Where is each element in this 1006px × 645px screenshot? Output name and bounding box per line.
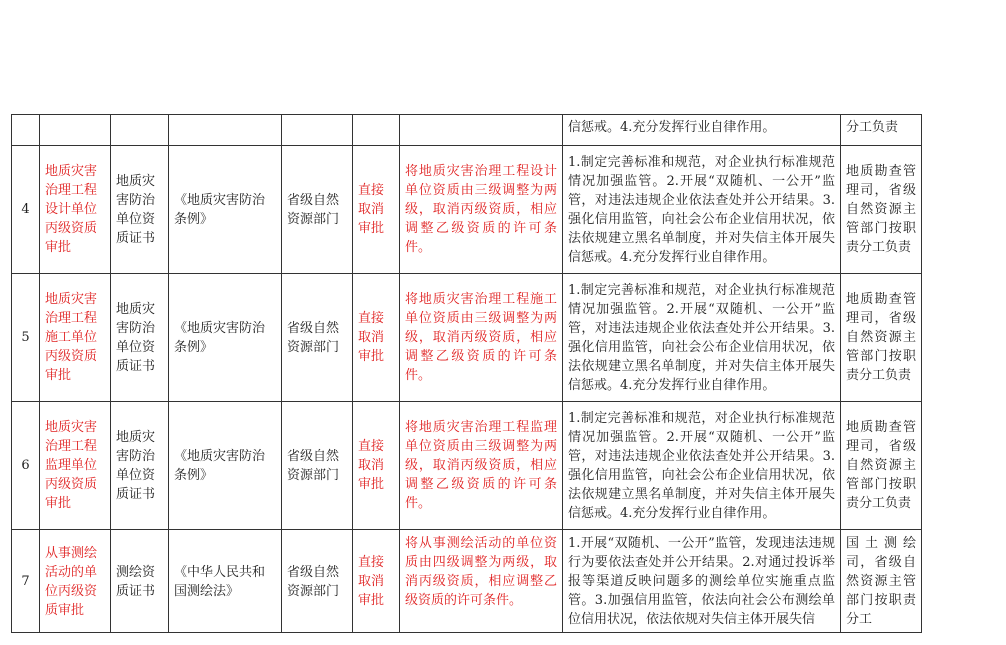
table-row — [12, 115, 922, 146]
basis-cell: 《地质灾害防治条例》 — [169, 146, 282, 274]
certificate-cell — [111, 115, 169, 146]
method-cell: 直接取消审批 — [353, 146, 400, 274]
no-cell: 4 — [12, 146, 40, 274]
item-cell: 地质灾害治理工程监理单位丙级资质审批 — [40, 402, 111, 530]
authority-cell: 省级自然资源部门 — [282, 146, 353, 274]
content-cell: 将地质灾害治理工程施工单位资质由三级调整为两级，取消丙级资质，相应调整乙级资质的许可条件。 — [400, 274, 563, 402]
item-cell — [40, 115, 111, 146]
no-cell: 7 — [12, 530, 40, 633]
measures-cell: 1.制定完善标准和规范，对企业执行标准规范情况加强监管。2.开展“双随机、一公开”监管，对违法违规企业依法查处并公开结果。3.强化信用监管，向社会公布企业信用状况，依法依规建立黑名单制度，并对失信主体开展失信惩戒。4.充分发挥行业自律作用。 — [563, 274, 841, 402]
content-cell: 将地质灾害治理工程设计单位资质由三级调整为两级，取消丙级资质，相应调整乙级资质的许可条件。 — [400, 146, 563, 274]
basis-cell: 《中华人民共和国测绘法》 — [169, 530, 282, 633]
table-row — [12, 530, 922, 633]
certificate-cell: 地质灾害防治单位资质证书 — [111, 274, 169, 402]
authority-cell: 省级自然资源部门 — [282, 402, 353, 530]
certificate-cell: 地质灾害防治单位资质证书 — [111, 146, 169, 274]
item-cell: 地质灾害治理工程设计单位丙级资质审批 — [40, 146, 111, 274]
basis-cell — [169, 115, 282, 146]
measures-cell: 1.制定完善标准和规范，对企业执行标准规范情况加强监管。2.开展“双随机、一公开”监管，对违法违规企业依法查处并公开结果。3.强化信用监管，向社会公布企业信用状况，依法依规建立黑名单制度，并对失信主体开展失信惩戒。4.充分发挥行业自律作用。 — [563, 402, 841, 530]
measures-cell: 1.开展“双随机、一公开”监管，发现违法违规行为要依法查处并公开结果。2.对通过投诉举报等渠道反映问题多的测绘单位实施重点监管。3.加强信用监管，依法向社会公布测绘单位信用状况，依法依规对失信主体开展失信 — [563, 530, 841, 633]
basis-cell: 《地质灾害防治条例》 — [169, 402, 282, 530]
authority-cell: 省级自然资源部门 — [282, 274, 353, 402]
certificate-cell: 测绘资质证书 — [111, 530, 169, 633]
no-cell: 6 — [12, 402, 40, 530]
measures-cell: 1.制定完善标准和规范，对企业执行标准规范情况加强监管。2.开展“双随机、一公开”监管，对违法违规企业依法查处并公开结果。3.强化信用监管，向社会公布企业信用状况，依法依规建立黑名单制度，并对失信主体开展失信惩戒。4.充分发挥行业自律作用。 — [563, 146, 841, 274]
responsible-cell: 国土测绘司，省级自然资源主管部门按职责分工 — [841, 530, 922, 633]
table-row — [12, 274, 922, 402]
responsible-cell: 地质勘查管理司，省级自然资源主管部门按职责分工负责 — [841, 402, 922, 530]
responsible-cell: 分工负责 — [841, 115, 922, 146]
method-cell: 直接取消审批 — [353, 402, 400, 530]
authority-cell: 省级自然资源部门 — [282, 530, 353, 633]
item-cell: 从事测绘活动的单位丙级资质审批 — [40, 530, 111, 633]
responsible-cell: 地质勘查管理司，省级自然资源主管部门按职责分工负责 — [841, 146, 922, 274]
item-cell: 地质灾害治理工程施工单位丙级资质审批 — [40, 274, 111, 402]
no-cell: 5 — [12, 274, 40, 402]
certificate-cell: 地质灾害防治单位资质证书 — [111, 402, 169, 530]
basis-cell: 《地质灾害防治条例》 — [169, 274, 282, 402]
table-row — [12, 146, 922, 274]
no-cell — [12, 115, 40, 146]
content-cell: 将从事测绘活动的单位资质由四级调整为两级，取消丙级资质，相应调整乙级资质的许可条件。 — [400, 530, 563, 633]
measures-cell: 信惩戒。4.充分发挥行业自律作用。 — [563, 115, 841, 146]
table-row — [12, 402, 922, 530]
method-cell: 直接取消审批 — [353, 274, 400, 402]
method-cell: 直接取消审批 — [353, 530, 400, 633]
content-cell: 将地质灾害治理工程监理单位资质由三级调整为两级，取消丙级资质，相应调整乙级资质的许可条件。 — [400, 402, 563, 530]
responsible-cell: 地质勘查管理司，省级自然资源主管部门按职责分工负责 — [841, 274, 922, 402]
method-cell — [353, 115, 400, 146]
authority-cell — [282, 115, 353, 146]
reform-table — [11, 114, 922, 633]
content-cell — [400, 115, 563, 146]
